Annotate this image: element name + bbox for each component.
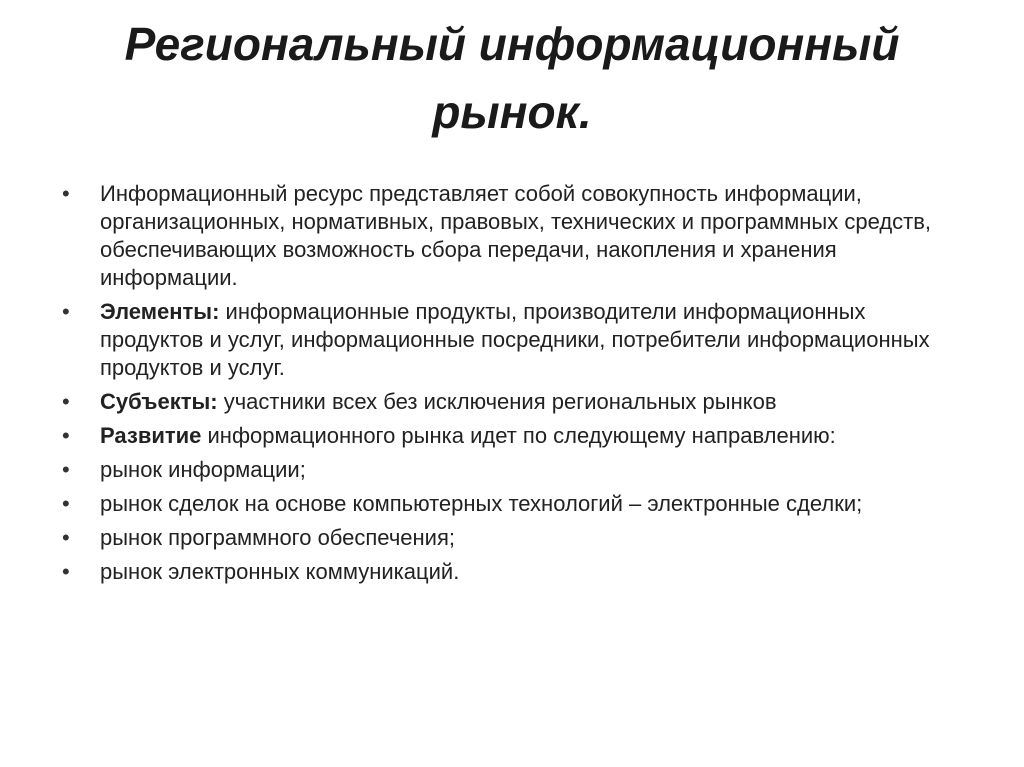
list-item bbox=[60, 388, 960, 416]
list-item bbox=[60, 558, 960, 586]
bullet-icon: • bbox=[62, 457, 70, 482]
item-text: рынок электронных коммуникаций. bbox=[100, 559, 460, 584]
item-text: Информационный ресурс представляет собой совокупность информации, организационных, нормативных, правовых, технических и программных средств, обеспечивающих возможность сбора передачи, накопления и хранения информации. bbox=[100, 181, 932, 290]
list-item bbox=[60, 456, 960, 484]
list-item bbox=[60, 524, 960, 552]
item-term: Субъекты: bbox=[100, 389, 218, 414]
bullet-icon: • bbox=[62, 299, 70, 324]
list-item bbox=[60, 298, 960, 382]
list-item bbox=[60, 422, 960, 450]
item-text: рынок информации; bbox=[100, 457, 306, 482]
bullet-icon: • bbox=[62, 491, 70, 516]
item-term: Развитие bbox=[100, 423, 202, 448]
item-text: рынок программного обеспечения; bbox=[100, 525, 455, 550]
bullet-icon: • bbox=[62, 389, 70, 414]
item-text: информационные продукты, производители информационных продуктов и услуг, информационные посредники, потребители информационных продуктов и услуг. bbox=[100, 299, 930, 380]
bullet-icon: • bbox=[62, 181, 70, 206]
item-text: информационного рынка идет по следующему направлению: bbox=[201, 423, 836, 448]
bullet-icon: • bbox=[62, 525, 70, 550]
bullet-list bbox=[60, 180, 960, 592]
bullet-icon: • bbox=[62, 423, 70, 448]
item-text: участники всех без исключения региональных рынков bbox=[217, 389, 777, 414]
list-item bbox=[60, 490, 960, 518]
slide-title: Региональный информационный рынок. bbox=[124, 18, 900, 138]
item-term: Элементы: bbox=[100, 299, 220, 324]
list-item bbox=[60, 180, 960, 292]
item-text: рынок сделок на основе компьютерных технологий – электронные сделки; bbox=[100, 491, 863, 516]
bullet-icon: • bbox=[62, 559, 70, 584]
